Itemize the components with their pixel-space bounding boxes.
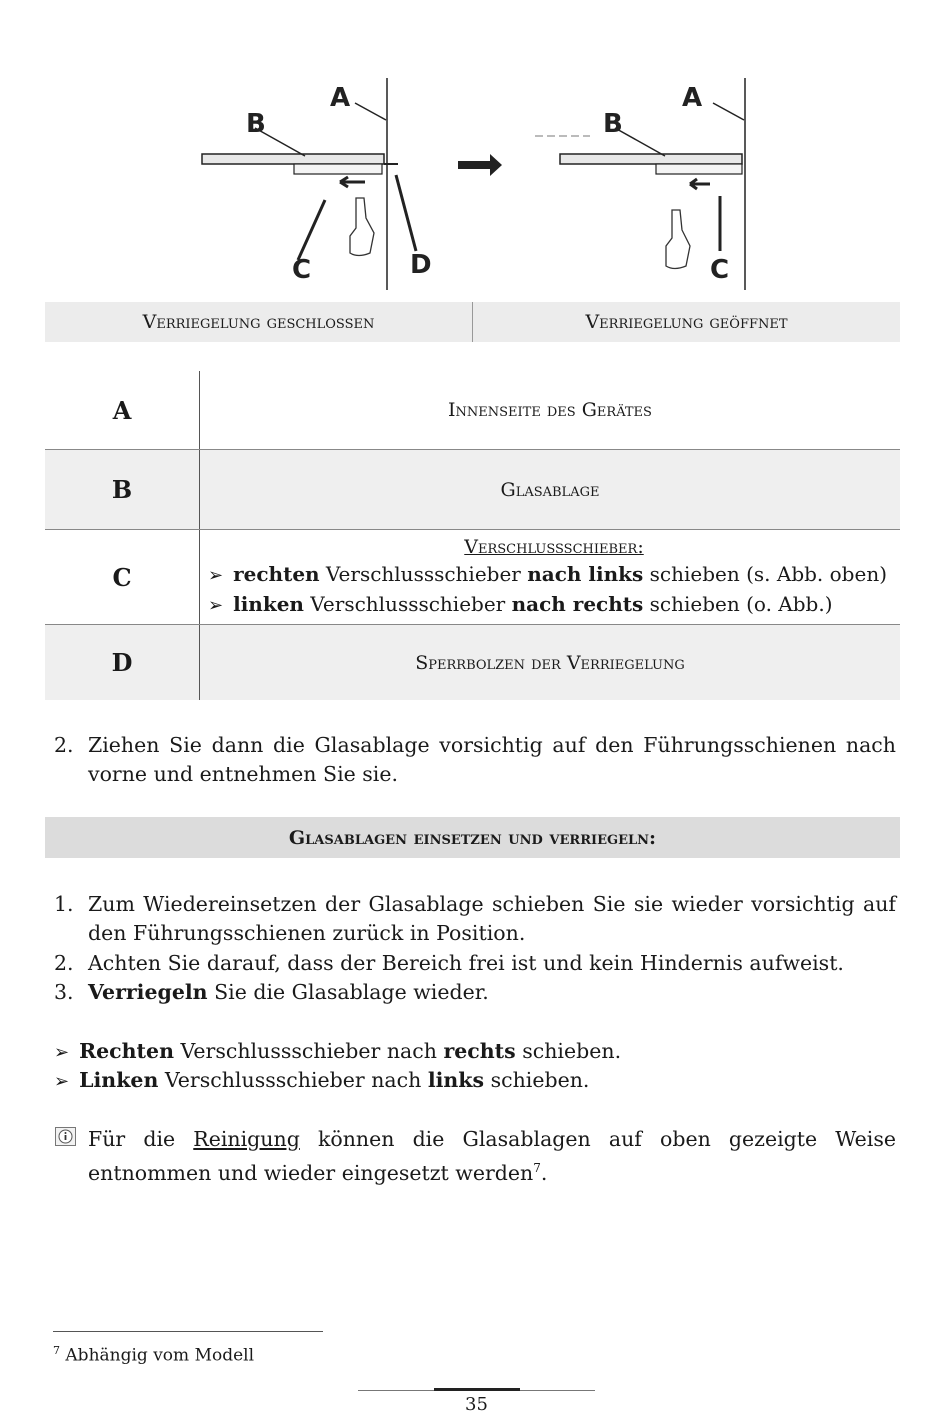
legend-row-d [45,624,900,700]
step-text: Zum Wiedereinsetzen der Glasablage schieben Sie sie wieder vorsichtig auf den Führungsschienen zurück in Position. [88,892,896,945]
text: schieben. [515,1039,622,1063]
bold-text: linken [233,592,304,616]
legend-text: Glasablage [500,478,600,501]
footnote-number: 7 [53,1344,60,1357]
section-title: Glasablagen einsetzen und verriegeln: [45,817,900,858]
transition-arrow-icon [458,154,502,176]
bullet-arrow-icon: ➢ [208,565,224,586]
step-number: 2. [54,951,74,975]
step-number: 1. [54,892,74,916]
bullet-arrow-icon: ➢ [208,595,224,616]
text: Verschlussschieber [319,562,528,586]
footnote-ref[interactable]: 7 [533,1161,541,1175]
text: Für die [88,1127,194,1151]
reinigung-link[interactable]: Reinigung [193,1127,300,1151]
legend-key: C [45,530,200,624]
text: . [540,1160,548,1185]
legend-key: D [45,625,200,700]
figure-label-a-open: A [682,83,703,113]
figure-label-b-open: B [603,109,623,139]
text: Verschlussschieber [303,592,512,616]
caption-closed: Verriegelung geschlossen [142,311,375,333]
bold-text: nach rechts [511,592,644,616]
figure-locked [202,78,432,290]
bold-text: links [427,1068,485,1092]
bullet-item [54,1037,621,1067]
legend-c-title: Verschlussschieber: [464,536,644,558]
bullet-arrow-icon: ➢ [54,1042,70,1063]
figure-label-a: A [330,83,351,113]
legend-text [200,530,900,624]
info-note [88,1125,896,1188]
text: schieben (o. Abb.) [643,592,833,616]
legend-text: Innenseite des Gerätes [448,399,652,421]
legend-row-a [45,371,900,449]
bold-text: Rechten [79,1039,174,1063]
figure-label-c-open: C [710,255,730,285]
footnote-text: Abhängig vom Modell [65,1345,255,1366]
text: schieben. [484,1068,590,1092]
legend-c-item [208,590,833,620]
shelf-lock-figure [190,58,780,298]
step-number: 3. [54,980,74,1004]
figure-open [535,78,745,290]
text: schieben (s. Abb. oben) [643,562,888,586]
step-text [88,978,896,1007]
step-text: Ziehen Sie dann die Glasablage vorsichtig auf den Führungsschienen nach vorne und entnehmen Sie sie. [88,733,896,786]
text: Verschlussschieber nach [173,1039,444,1063]
caption-open: Verriegelung geöffnet [472,302,900,342]
footnote [53,1344,254,1366]
legend-text: Sperrbolzen der Verriegelung [415,651,685,674]
legend-key: A [45,371,200,449]
bullet-item [54,1066,589,1096]
bold-text: rechten [233,562,320,586]
bullet-arrow-icon: ➢ [54,1071,70,1092]
figure-caption-bar [45,302,900,342]
step-number: 2. [54,733,74,757]
bold-text: nach links [527,562,644,586]
page-number: 35 [465,1394,488,1415]
bold-text: rechts [443,1039,516,1063]
legend-row-c [45,529,900,624]
info-icon [55,1127,76,1146]
bold-text: Verriegeln [88,980,208,1004]
footnote-divider [53,1331,323,1332]
figure-label-c: C [292,255,312,285]
step-text: Achten Sie darauf, dass der Bereich frei ist und kein Hindernis aufweist. [88,951,844,975]
figure-label-b: B [246,109,266,139]
text: können die Glasablagen auf oben gezeigte Weise entnommen und wieder eingesetzt werden [88,1127,896,1185]
figure-label-d: D [410,250,432,280]
text: Sie die Glasablage wieder. [207,980,489,1004]
bold-text: Linken [79,1068,159,1092]
legend-table [45,371,900,700]
page-number-accent [434,1388,520,1391]
legend-c-item [208,560,887,590]
legend-row-b [45,449,900,529]
legend-key: B [45,450,200,529]
text: Verschlussschieber nach [158,1068,428,1092]
